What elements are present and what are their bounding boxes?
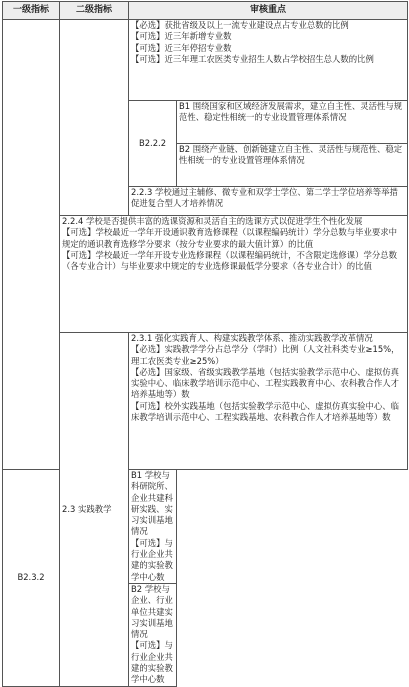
top-line-4: 【可选】近三年理工农医类专业招生人数占学校招生总人数的比例	[131, 53, 374, 64]
top-line-1: 【必选】获批省级及以上一流专业建设点占专业总数的比例	[131, 20, 349, 30]
level1-cell	[3, 20, 60, 470]
row-231	[129, 333, 408, 470]
row-231-line-4: 【可选】校外实践基地（包括实验教学示范中心、虚拟仿真实验中心、临床教学培训示范中心、工程实践基地、农科教合作人才培养基地等）数	[131, 400, 399, 423]
row-231-line-3: 【必选】国家级、省级实践教学基地（包括实验教学示范中心、虚拟仿真实验中心、临床教学培训示范中心、工程实践教育中心、农科教合作人才培养基地等）数	[131, 366, 399, 400]
row-231-line-2: 【必选】实践教学学分占总学分（学时）比例（人文社科类专业≥15%，理工农医类专业≥25%）	[131, 344, 400, 366]
b222-code: B2.2.2	[129, 101, 177, 187]
top-block-cell	[129, 20, 408, 101]
row-231-line-1: 2.3.1 强化实践育人、构建实践教学体系、推动实践教学改革情况	[131, 333, 373, 343]
b222-b1: B1 围绕国家和区域经济发展需求，建立自主性、灵活性与规范性、稳定性相统一的专业设置管理体系情况	[177, 101, 408, 144]
header-focus: 审核重点	[129, 2, 408, 20]
row-224-line-3: 【可选】学校最近一学年开设专业选修课程（以课程编码统计，不含限定选修课）学分总数（各专业合计）与毕业要求中规定的专业选修课最低学分要求（各专业合计）的比值	[62, 249, 397, 272]
top-line-3: 【可选】近三年停招专业数	[131, 42, 232, 53]
header-level1: 一级指标	[3, 2, 60, 20]
level2-cell	[60, 20, 129, 216]
row-223: 2.2.3 学校通过主辅修、微专业和双学士学位、第二学士学位培养等举措促进复合型人才培养情况	[129, 187, 408, 216]
b232-b2-line-2: 【可选】与行业企业共建的实验教学中心数	[131, 640, 173, 685]
row-224-line-1: 2.2.4 学校是否提供丰富的选课资源和灵活自主的选课方式以促进学生个性化发展	[62, 216, 363, 226]
b232-b2-line-1: B2 学校与企业、行业单位共建实习实训基地情况	[131, 583, 173, 640]
practice-label: 2.3 实践教学	[60, 333, 129, 687]
b222-b2: B2 围绕产业链、创新链建立自主性、灵活性与规范性、稳定性相统一的专业设置管理体系情况	[177, 144, 408, 187]
table-row	[3, 20, 408, 101]
row-224	[60, 216, 408, 333]
b232-b1	[129, 470, 177, 584]
b232-code: B2.3.2	[3, 470, 60, 687]
row-224-line-2: 【可选】学校最近一学年开设通识教育选修课程（以课程编码统计）学分总数与毕业要求中规定的通识教育选修学分要求（按分专业要求的最大值计算）的比值	[62, 227, 397, 249]
header-level2: 二级指标	[60, 2, 129, 20]
table-row	[3, 333, 408, 470]
b232-b2	[129, 583, 177, 686]
b232-b1-line-1: B1 学校与科研院所、企业共建科研实践、实习实训基地情况	[131, 470, 173, 537]
top-line-2: 【可选】近三年新增专业数	[131, 31, 232, 42]
b232-b1-line-2: 【可选】与行业企业共建的实验教学中心数	[131, 537, 173, 582]
table-row	[3, 216, 408, 333]
header-row	[3, 2, 408, 20]
audit-table	[2, 1, 408, 687]
